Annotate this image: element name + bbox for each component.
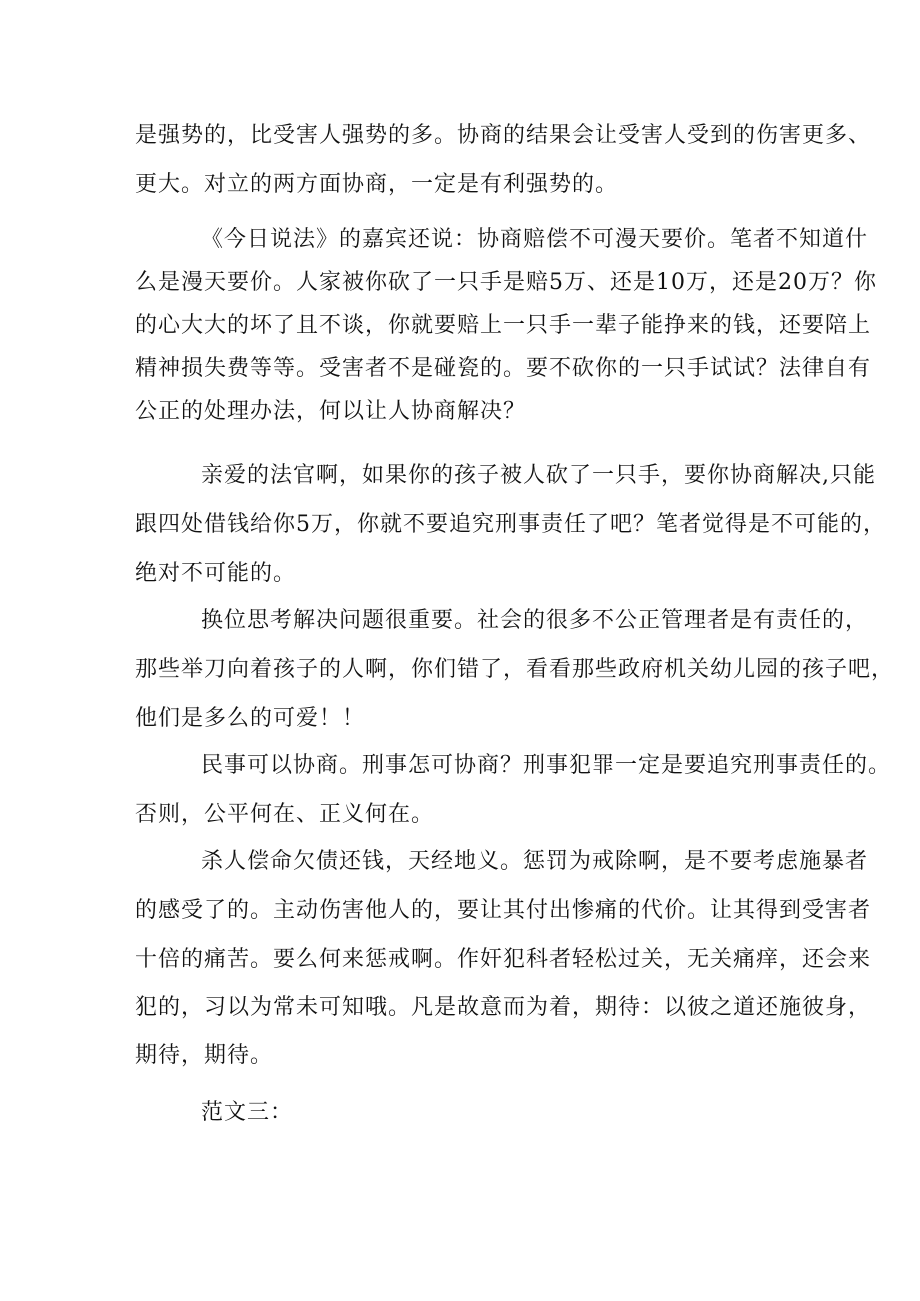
paragraph-2-line-2: 么是漫天要价。人家被你砍了一只手是赔5万、还是10万，还是20万？你 bbox=[135, 270, 877, 295]
paragraph-6-line-2: 的感受了的。主动伤害他人的，要让其付出惨痛的代价。让其得到受害者 bbox=[135, 898, 872, 923]
paragraph-3-line-3: 绝对不可能的。 bbox=[135, 561, 297, 586]
paragraph-3-line-2: 跟四处借钱给你5万，你就不要追究刑事责任了吧？笔者觉得是不可能的， bbox=[135, 512, 886, 537]
paragraph-2-line-3: 的心大大的坏了且不谈，你就要赔上一只手一辈子能挣来的钱，还要陪上 bbox=[135, 313, 872, 338]
section-heading: 范文三： bbox=[201, 1100, 294, 1125]
paragraph-4-line-1: 换位思考解决问题很重要。社会的很多不公正管理者是有责任的， bbox=[201, 608, 869, 633]
paragraph-5-line-1: 民事可以协商。刑事怎可协商？刑事犯罪一定是要追究刑事责任的。 bbox=[201, 753, 892, 778]
paragraph-6-line-4: 犯的，习以为常未可知哦。凡是故意而为着，期待：以彼之道还施彼身， bbox=[135, 995, 872, 1020]
paragraph-2-line-5: 公正的处理办法，何以让人协商解决？ bbox=[135, 399, 527, 424]
paragraph-5-line-2: 否则，公平何在、正义何在。 bbox=[135, 802, 435, 827]
paragraph-1-line-1: 是强势的，比受害人强势的多。协商的结果会让受害人受到的伤害更多、 bbox=[135, 123, 872, 148]
paragraph-1-line-2: 更大。对立的两方面协商，一定是有利强势的。 bbox=[135, 172, 619, 197]
paragraph-6-line-1: 杀人偿命欠债还钱，天经地义。惩罚为戒除啊，是不要考虑施暴者 bbox=[201, 849, 869, 874]
paragraph-4-line-2: 那些举刀向着孩子的人啊，你们错了，看看那些政府机关幼儿园的孩子吧， bbox=[135, 657, 895, 682]
paragraph-2-line-1: 《今日说法》的嘉宾还说：协商赔偿不可漫天要价。笔者不知道什 bbox=[201, 227, 869, 252]
paragraph-6-line-5: 期待，期待。 bbox=[135, 1043, 274, 1068]
paragraph-4-line-3: 他们是多么的可爱！！ bbox=[135, 706, 366, 731]
paragraph-2-line-4: 精神损失费等等。受害者不是碰瓷的。要不砍你的一只手试试？法律自有 bbox=[135, 356, 872, 381]
paragraph-6-line-3: 十倍的痛苦。要么何来惩戒啊。作奸犯科者轻松过关，无关痛痒，还会来 bbox=[135, 947, 872, 972]
paragraph-3-line-1: 亲爱的法官啊，如果你的孩子被人砍了一只手，要你协商解决,只能 bbox=[201, 463, 876, 488]
